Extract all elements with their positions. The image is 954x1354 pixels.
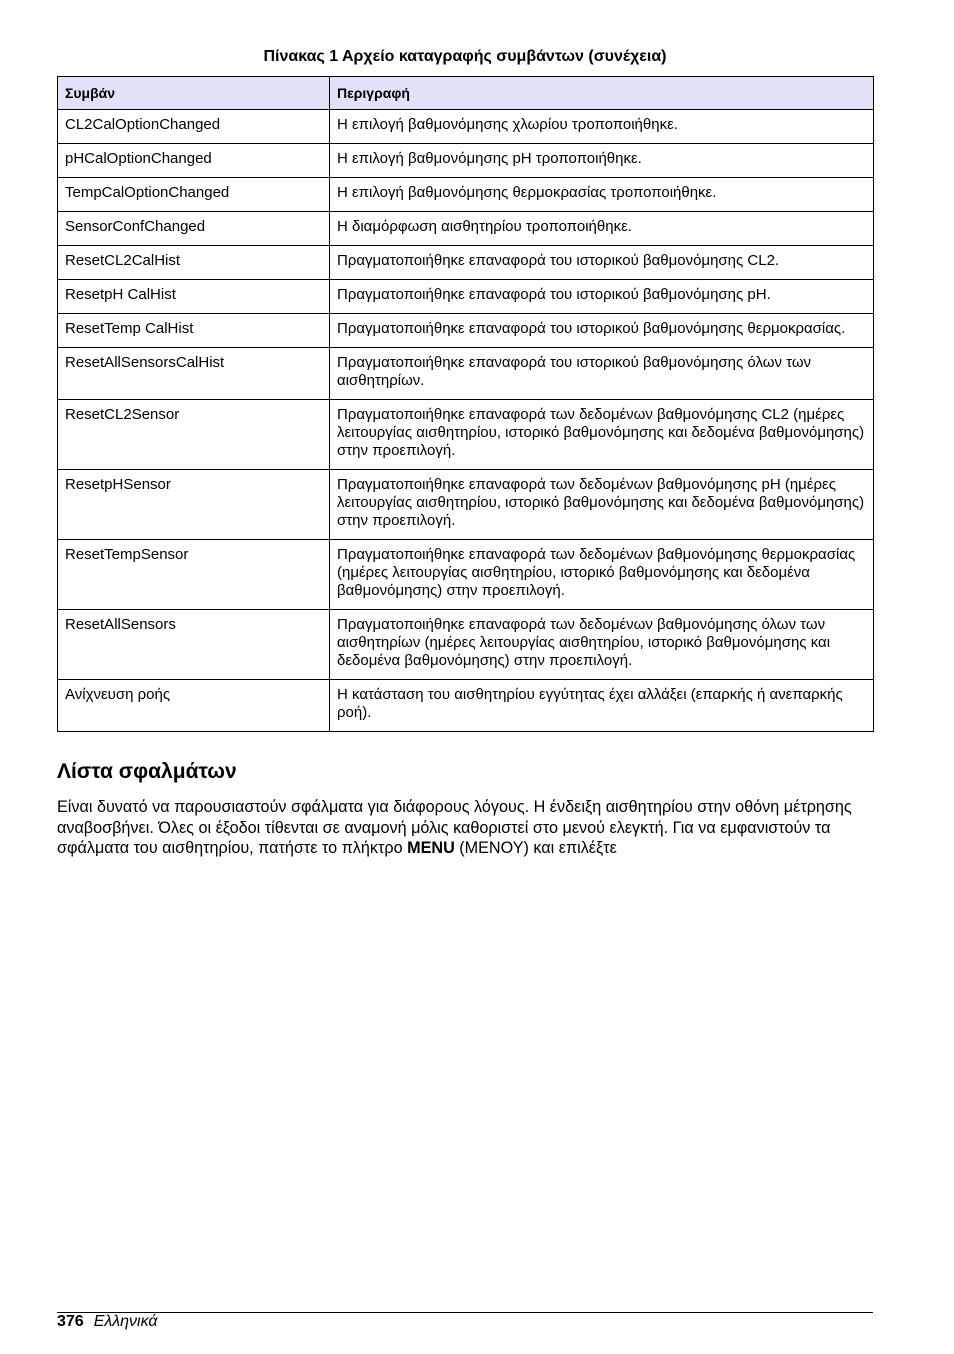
page-number: 376 (57, 1313, 84, 1330)
event-cell: Ανίχνευση ροής (58, 680, 330, 732)
table-row (58, 680, 874, 732)
table-row (58, 400, 874, 470)
description-cell: Η επιλογή βαθμονόμησης pH τροποποιήθηκε. (330, 144, 874, 178)
table-row (58, 110, 874, 144)
table-row (58, 178, 874, 212)
table-header-row (58, 77, 874, 110)
table-row (58, 610, 874, 680)
footer-divider (57, 1312, 873, 1313)
table-row (58, 348, 874, 400)
error-list-paragraph (57, 797, 875, 859)
description-cell: Πραγματοποιήθηκε επαναφορά του ιστορικού βαθμονόμησης CL2. (330, 246, 874, 280)
table-row (58, 246, 874, 280)
menu-key-label: MENU (407, 839, 455, 857)
footer-language: Ελληνικά (93, 1313, 158, 1330)
table-row (58, 314, 874, 348)
table-row (58, 144, 874, 178)
column-header-event: Συμβάν (58, 77, 330, 110)
event-cell: ResetAllSensorsCalHist (58, 348, 330, 400)
table-row (58, 540, 874, 610)
event-cell: ResetAllSensors (58, 610, 330, 680)
event-cell: ResetCL2CalHist (58, 246, 330, 280)
section-heading-error-list: Λίστα σφαλμάτων (57, 760, 237, 783)
event-log-table (57, 76, 874, 732)
page-footer (57, 1312, 158, 1332)
description-cell: Η διαμόρφωση αισθητηρίου τροποποιήθηκε. (330, 212, 874, 246)
description-cell: Πραγματοποιήθηκε επαναφορά του ιστορικού βαθμονόμησης όλων των αισθητηρίων. (330, 348, 874, 400)
description-cell: Πραγματοποιήθηκε επαναφορά των δεδομένων βαθμονόμησης όλων των αισθητηρίων (ημέρες λειτουργίας αισθητηρίου, ιστορικό βαθμονόμησης και δεδομένα βαθμονόμησης) στην προεπιλογή. (330, 610, 874, 680)
description-cell: Πραγματοποιήθηκε επαναφορά των δεδομένων βαθμονόμησης pH (ημέρες λειτουργίας αισθητηρίου, ιστορικό βαθμονόμησης και δεδομένα βαθμονόμησης) στην προεπιλογή. (330, 470, 874, 540)
description-cell: Η κατάσταση του αισθητηρίου εγγύτητας έχει αλλάξει (επαρκής ή ανεπαρκής ροή). (330, 680, 874, 732)
description-cell: Πραγματοποιήθηκε επαναφορά των δεδομένων βαθμονόμησης CL2 (ημέρες λειτουργίας αισθητηρίου, ιστορικό βαθμονόμησης και δεδομένα βαθμονόμησης) στην προεπιλογή. (330, 400, 874, 470)
table-caption: Πίνακας 1 Αρχείο καταγραφής συμβάντων (συνέχεια) (263, 48, 667, 65)
event-cell: ResetpHSensor (58, 470, 330, 540)
description-cell: Η επιλογή βαθμονόμησης θερμοκρασίας τροποποιήθηκε. (330, 178, 874, 212)
table-row (58, 470, 874, 540)
event-cell: pHCalOptionChanged (58, 144, 330, 178)
event-cell: ResetTempSensor (58, 540, 330, 610)
description-cell: Πραγματοποιήθηκε επαναφορά του ιστορικού βαθμονόμησης θερμοκρασίας. (330, 314, 874, 348)
table-row (58, 212, 874, 246)
table-row (58, 280, 874, 314)
description-cell: Η επιλογή βαθμονόμησης χλωρίου τροποποιήθηκε. (330, 110, 874, 144)
column-header-description: Περιγραφή (330, 77, 874, 110)
description-cell: Πραγματοποιήθηκε επαναφορά των δεδομένων βαθμονόμησης θερμοκρασίας (ημέρες λειτουργίας αισθητηρίου, ιστορικό βαθμονόμησης και δεδομένα βαθμονόμησης) στην προεπιλογή. (330, 540, 874, 610)
paragraph-text-before: Είναι δυνατό να παρουσιαστούν σφάλματα για διάφορους λόγους. Η ένδειξη αισθητηρίου στην οθόνη μέτρησης αναβοσβήνει. Όλες οι έξοδοι τίθενται σε αναμονή μόλις καθοριστεί στο μενού ελεγκτή. Για να εμφανιστούν τα σφάλματα του αισθητηρίου, πατήστε το πλήκτρο (57, 798, 852, 857)
description-cell: Πραγματοποιήθηκε επαναφορά του ιστορικού βαθμονόμησης pH. (330, 280, 874, 314)
event-cell: ResetTemp CalHist (58, 314, 330, 348)
event-cell: ResetpH CalHist (58, 280, 330, 314)
event-cell: SensorConfChanged (58, 212, 330, 246)
event-cell: CL2CalOptionChanged (58, 110, 330, 144)
event-cell: TempCalOptionChanged (58, 178, 330, 212)
paragraph-text-after: (ΜΕΝΟΥ) και επιλέξτε (454, 839, 617, 857)
event-cell: ResetCL2Sensor (58, 400, 330, 470)
